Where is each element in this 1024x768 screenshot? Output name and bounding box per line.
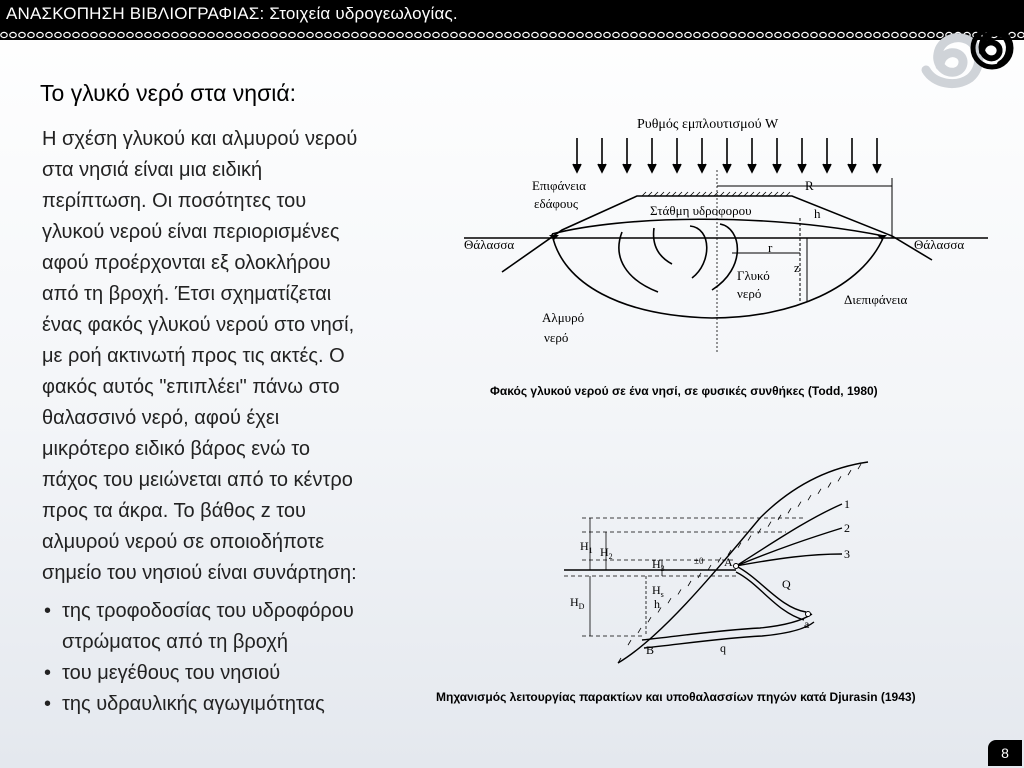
bullet-item — [42, 658, 462, 689]
paragraph-line: σημείο του νησιού είναι συνάρτηση: — [42, 562, 357, 584]
salt-water-label: Αλμυρό — [542, 310, 585, 325]
paragraph-line: ένας φακός γλυκού νερού στο νησί, — [42, 314, 355, 336]
hs-label: $H_s$ — [652, 583, 664, 599]
ground-surface-label: Επιφάνεια — [532, 178, 586, 193]
figure1-caption: Φακός γλυκού νερού σε ένα νησί, σε φυσικές συνθήκες (Todd, 1980) — [490, 384, 878, 398]
fresh-water-label: Γλυκό — [737, 268, 770, 283]
paragraph-line: αλμυρού νερού σε οποιοδήποτε — [42, 531, 325, 553]
head-line-1-label: 1 — [844, 497, 850, 511]
header-title: ΑΝΑΣΚΟΠΗΣΗ ΒΙΒΛΙΟΓΡΑΦΙΑΣ: Στοιχεία υδρογεωλογίας. — [6, 4, 458, 23]
paragraph-line: από τη βροχή. Έτσι σχηματίζεται — [42, 283, 332, 305]
bullet-line: στρώματος από τη βροχή — [62, 631, 288, 653]
paragraph-line: Η σχέση γλυκού και αλμυρού νερού — [42, 128, 358, 150]
h3-label: $H_3$ — [652, 557, 665, 573]
water-table-label: Στάθμη υδροφορου — [650, 203, 752, 218]
h1-label: $H_1$ — [580, 539, 593, 555]
sea-right-label: Θάλασσα — [914, 237, 965, 252]
z-label: z — [794, 260, 800, 275]
bullet-list — [42, 596, 462, 720]
paragraph-line: φακός αυτός "επιπλέει" πάνω στο — [42, 376, 340, 398]
h-label: h — [814, 206, 821, 221]
point-b-label: B — [646, 643, 655, 657]
h2-label: $H_2$ — [600, 545, 613, 561]
page-number: 8 — [988, 740, 1022, 766]
recharge-label: Ρυθμός εμπλουτισμού W — [637, 117, 779, 132]
zero-level-label: ±0 — [694, 556, 704, 566]
r-small-label: r — [768, 240, 773, 255]
point-small-a-label: a — [804, 617, 810, 631]
body-paragraph — [42, 124, 454, 589]
paragraph-line: με ροή ακτινωτή προς τις ακτές. Ο — [42, 345, 345, 367]
head-line-3-label: 3 — [844, 547, 850, 561]
flow-q-label: Q — [782, 577, 791, 591]
flow-small-q-label: q — [720, 641, 726, 655]
header-bar — [0, 0, 1024, 30]
paragraph-line: μικρότερο ειδικό βάρος ενώ το — [42, 438, 311, 460]
h-depth-label: h — [654, 597, 660, 611]
bullet-item — [42, 596, 462, 658]
point-a-label: A — [724, 555, 733, 569]
sea-left-label: Θάλασσα — [464, 237, 515, 252]
bullet-line: • της τροφοδοσίας του υδροφόρου — [62, 600, 354, 622]
decorative-chain-border — [0, 30, 1024, 40]
bullet-line: • της υδραυλικής αγωγιμότητας — [62, 693, 325, 715]
hd-label: $H_D$ — [570, 595, 585, 611]
coastal-springs-diagram — [560, 458, 880, 678]
slide-title: Το γλυκό νερό στα νησιά: — [40, 80, 297, 106]
r-big-label: R — [805, 178, 814, 193]
spiral-logo-icon — [900, 8, 1020, 118]
figure2-caption: Μηχανισμός λειτουργίας παρακτίων και υποθαλασσίων πηγών κατά Djurasin (1943) — [436, 690, 916, 704]
paragraph-line: στα νησιά είναι μια ειδική — [42, 159, 263, 181]
bullet-line: • του μεγέθους του νησιού — [62, 662, 281, 684]
interface-label: Διεπιφάνεια — [844, 292, 908, 307]
freshwater-lens-diagram — [462, 108, 992, 358]
paragraph-line: θαλασσινό νερό, αφού έχει — [42, 407, 280, 429]
paragraph-line: περίπτωση. Οι ποσότητες του — [42, 190, 307, 212]
paragraph-line: αφού προέρχονται εξ ολοκλήρου — [42, 252, 331, 274]
ground-surface-label: εδάφους — [534, 196, 578, 211]
bullet-item — [42, 689, 462, 720]
paragraph-line: προς τα άκρα. Το βάθος z του — [42, 500, 306, 522]
head-line-2-label: 2 — [844, 521, 850, 535]
paragraph-line: γλυκού νερού είναι περιορισμένες — [42, 221, 340, 243]
fresh-water-label: νερό — [737, 286, 762, 301]
salt-water-label: νερό — [544, 330, 569, 345]
paragraph-line: πάχος του μειώνεται από το κέντρο — [42, 469, 353, 491]
